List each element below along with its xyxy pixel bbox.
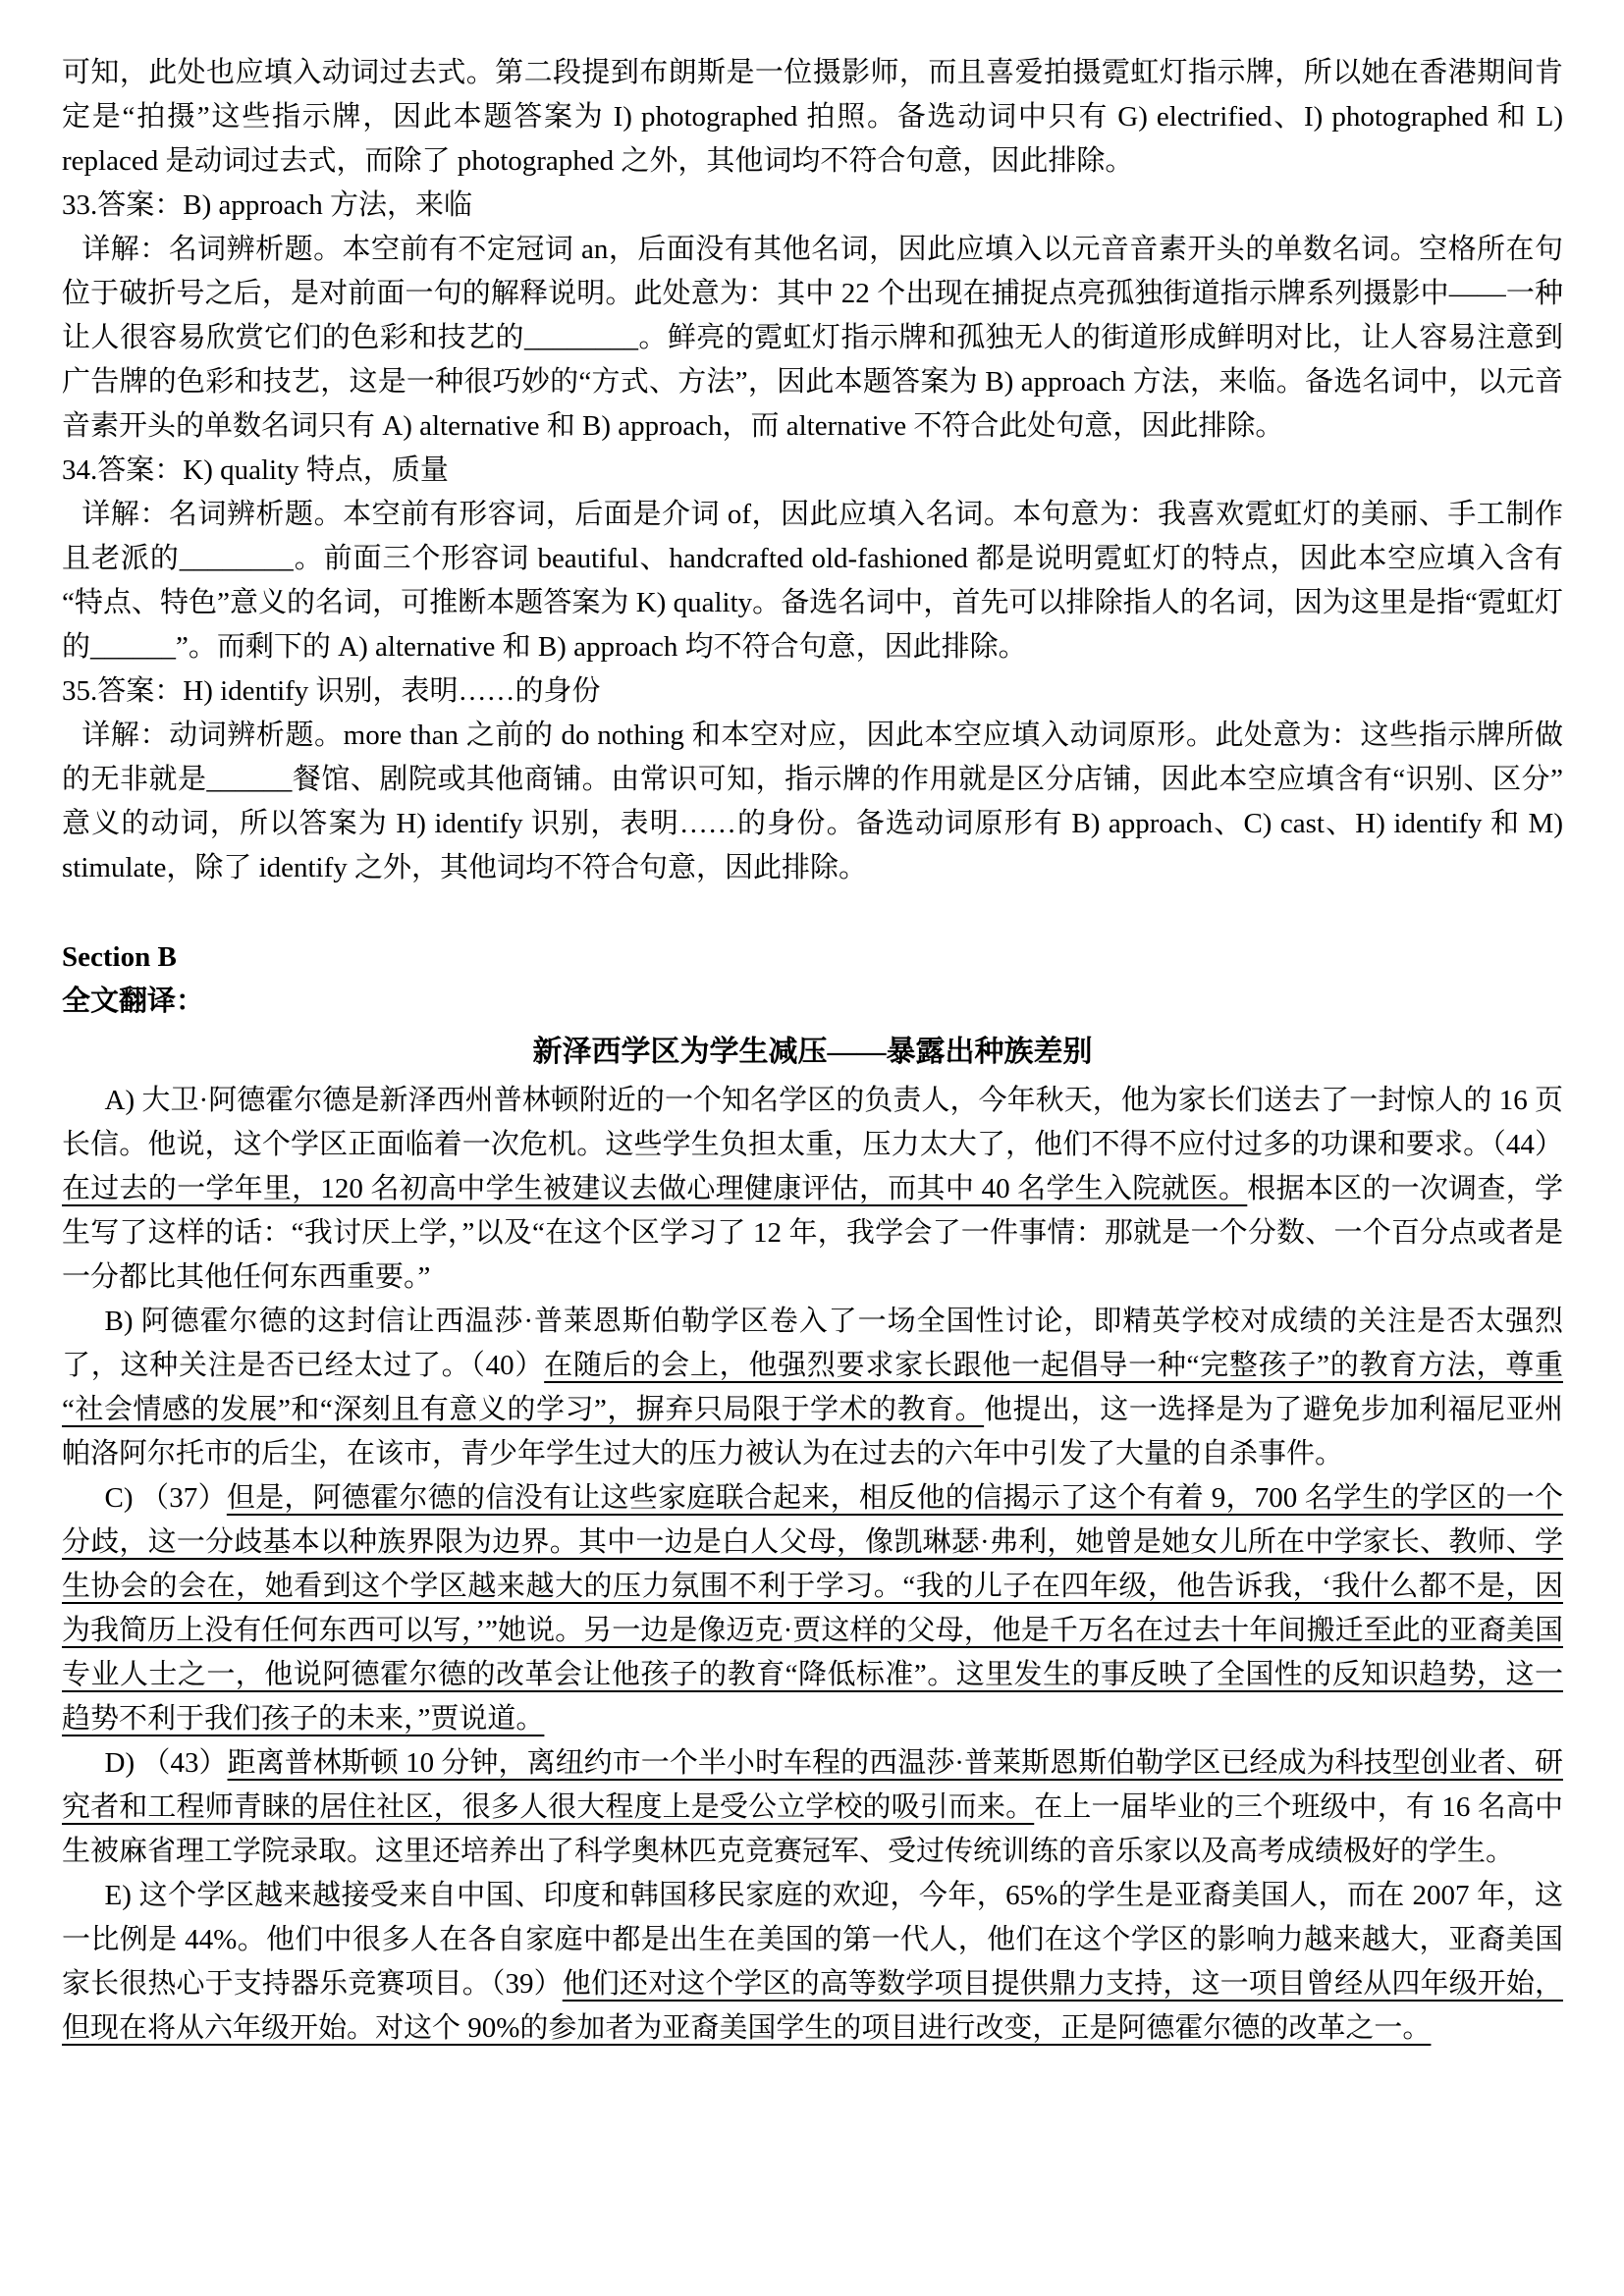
translation-paragraph-b <box>62 1300 1563 1476</box>
text-run: D) （43） <box>104 1747 228 1779</box>
section-b-heading: Section B <box>62 941 177 973</box>
translation-paragraph-c <box>62 1476 1563 1741</box>
text-run: B) 阿德霍尔德的这封信让西温莎·普莱恩斯伯勒学区卷入了一场全国性讨论，即精英学校对成绩的关注是否太强烈了，这种关注是否已经太过了。（40） <box>62 1306 1563 1381</box>
translation-title: 新泽西学区为学生减压——暴露出种族差别 <box>532 1036 1093 1068</box>
translation-paragraph-a <box>62 1079 1563 1300</box>
answer-34-detail: 详解：名词辨析题。本空前有形容词，后面是介词 of，因此应填入名词。本句意为：我喜欢霓虹灯的美丽、手工制作且老派的________。前面三个形容词 beautiful、handcrafted old-fashioned 都是说明霓虹灯的特点，因此本空应填入含有“特点、特色”意义的名词，可推断本题答案为 K) quality。备选名词中，首先可以排除指人的名词，因为这里是指“霓虹灯的______”。而剩下的 A) alternative 和 B) approach 均不符合句意，因此排除。 <box>62 499 1563 663</box>
text-run: 在上一届毕业的三个班级中，有 16 名高中生被麻省理工学院录取。这里还培养出了科学奥林匹克竞赛冠军、受过传统训练的音乐家以及高考成绩极好的学生。 <box>62 1791 1563 1867</box>
text-run: A) 大卫·阿德霍尔德是新泽西州普林顿附近的一个知名学区的负责人，今年秋天，他为家长们送去了一封惊人的 16 页长信。他说，这个学区正面临着一次危机。这些学生负担太重，压力太大了，他们不得不应付过多的功课和要求。（44） <box>62 1085 1563 1160</box>
answer-33-heading: 33.答案：B) approach 方法，来临 <box>62 189 473 221</box>
translation-paragraph-e <box>62 1874 1563 2051</box>
underlined-text-run: 在过去的一学年里，120 名初高中学生被建议去做心理健康评估，而其中 40 名学生入院就医。 <box>62 1173 1248 1204</box>
underlined-text-run: 在随后的会上，他强烈要求家长跟他一起倡导一种“完整孩子”的教育方法，尊重“社会情感的发展”和“深刻且有意义的学习”，摒弃只局限于学术的教育。 <box>62 1350 1563 1425</box>
text-run: 他提出，这一选择是为了避免步加利福尼亚州帕洛阿尔托市的后尘，在该市，青少年学生过大的压力被认为在过去的六年中引发了大量的自杀事件。 <box>62 1394 1563 1469</box>
text-run: E) 这个学区越来越接受来自中国、印度和韩国移民家庭的欢迎，今年，65%的学生是亚裔美国人，而在 2007 年，这一比例是 44%。他们中很多人在各自家庭中都是出生在美国的第一代人，他们在这个学区的影响力越来越大，亚裔美国家长很热心于支持器乐竞赛项目。（39） <box>62 1880 1563 2000</box>
translation-paragraph-d <box>62 1741 1563 1874</box>
underlined-text-run: 但是，阿德霍尔德的信没有让这些家庭联合起来，相反他的信揭示了这个有着 9，700 名学生的学区的一个分歧，这一分歧基本以种族界限为边界。其中一边是白人父母，像凯琳瑟·弗利，她曾是她女儿所在中学家长、教师、学生协会的会在，她看到这个学区越来越大的压力氛围不利于学习。“我的儿子在四年级，他告诉我，‘我什么都不是，因为我简历上没有任何东西可以写，’”她说。另一边是像迈克·贾这样的父母，他是千万名在过去十年间搬迁至此的亚裔美国专业人士之一，他说阿德霍尔德的改革会让他孩子的教育“降低标准”。这里发生的事反映了全国性的反知识趋势，这一趋势不利于我们孩子的未来，”贾说道。 <box>62 1482 1563 1735</box>
answer-intro-paragraph: 可知，此处也应填入动词过去式。第二段提到布朗斯是一位摄影师，而且喜爱拍摄霓虹灯指示牌，所以她在香港期间肯定是“拍摄”这些指示牌，因此本题答案为 I) photographed 拍照。备选动词中只有 G) electrified、I) photographed 和 L) replaced 是动词过去式，而除了 photographed 之外，其他词均不符合句意，因此排除。 <box>62 57 1563 177</box>
underlined-text-run: 距离普林斯顿 10 分钟，离纽约市一个半小时车程的西温莎·普莱斯恩斯伯勒学区已经成为科技型创业者、研究者和工程师青睐的居住社区，很多人很大程度上是受公立学校的吸引而来。 <box>62 1747 1563 1823</box>
underlined-text-run: 他们还对这个学区的高等数学项目提供鼎力支持，这一项目曾经从四年级开始，但现在将从六年级开始。对这个 90%的参加者为亚裔美国学生的项目进行改变，正是阿德霍尔德的改革之一。 <box>62 1968 1563 2044</box>
text-run: 根据本区的一次调查，学生写了这样的话：“我讨厌上学，”以及“在这个区学习了 12 年，我学会了一件事情：那就是一个分数、一个百分点或者是一分都比其他任何东西重要。” <box>62 1173 1563 1293</box>
translation-label: 全文翻译： <box>62 986 205 1017</box>
answer-35-heading: 35.答案：H) identify 识别，表明……的身份 <box>62 675 601 707</box>
answer-34-heading: 34.答案：K) quality 特点，质量 <box>62 454 449 486</box>
answer-35-detail: 详解：动词辨析题。more than 之前的 do nothing 和本空对应，因此本空应填入动词原形。此处意为：这些指示牌所做的无非就是______餐馆、剧院或其他商铺。由常识可知，指示牌的作用就是区分店铺，因此本空应填含有“识别、区分”意义的动词，所以答案为 H) identify 识别，表明……的身份。备选动词原形有 B) approach、C) cast、H) identify 和 M) stimulate，除了 identify 之外，其他词均不符合句意，因此排除。 <box>62 720 1563 883</box>
answer-33-detail: 详解：名词辨析题。本空前有不定冠词 an，后面没有其他名词，因此应填入以元音音素开头的单数名词。空格所在句位于破折号之后，是对前面一句的解释说明。此处意为：其中 22 个出现在捕捉点亮孤独街道指示牌系列摄影中——一种让人很容易欣赏它们的色彩和技艺的________。鲜亮的霓虹灯指示牌和孤独无人的街道形成鲜明对比，让人容易注意到广告牌的色彩和技艺，这是一种很巧妙的“方式、方法”，因此本题答案为 B) approach 方法，来临。备选名词中，以元音音素开头的单数名词只有 A) alternative 和 B) approach，而 alternative 不符合此处句意，因此排除。 <box>62 234 1563 442</box>
text-run: C) （37） <box>104 1482 227 1514</box>
